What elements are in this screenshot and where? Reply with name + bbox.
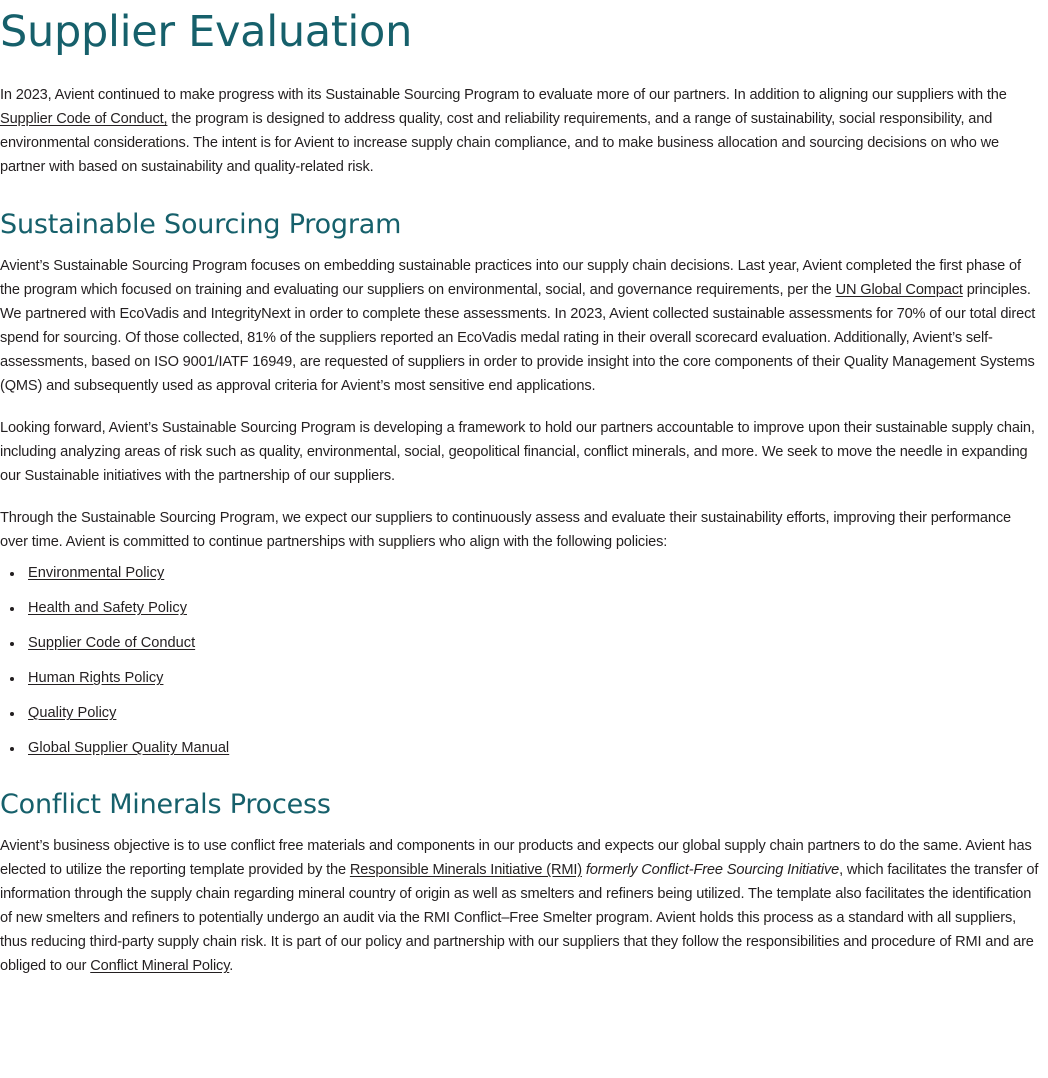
- link-quality-policy[interactable]: Quality Policy: [28, 705, 117, 722]
- link-un-global-compact[interactable]: UN Global Compact: [835, 282, 963, 299]
- link-environmental-policy[interactable]: Environmental Policy: [28, 565, 165, 582]
- paragraph-text-part-1: Avient’s business objective is to use conflict free materials and components in our products and expects our global supply chain partners to do the same. Avient has elected to utilize the reporting template provided by the: [0, 838, 1032, 879]
- section-heading-sustainable-sourcing: Sustainable Sourcing Program: [0, 209, 402, 241]
- link-responsible-minerals-initiative[interactable]: Responsible Minerals Initiative (RMI): [349, 862, 582, 879]
- page-title: Supplier Evaluation: [0, 7, 413, 57]
- sustainable-sourcing-paragraph-1: [0, 254, 1040, 398]
- paragraph-text-part-2: , which facilitates the transfer of information through the supply chain regarding mineral country of origin as well as smelters and refiners being utilized. The template also facilitates the identification of new smelters and refiners to potentially undergo an audit via the RMI Conflict–Free Smelter program. Avient holds this process as a standard with all suppliers, thus reducing third-party supply chain risk. It is part of our policy and partnership with our suppliers that they follow the responsibilities and procedure of RMI and are obliged to our: [0, 862, 1039, 975]
- link-health-and-safety-policy[interactable]: Health and Safety Policy: [28, 600, 187, 617]
- link-supplier-code-of-conduct[interactable]: Supplier Code of Conduct,: [0, 111, 168, 128]
- intro-paragraph: [0, 83, 1040, 179]
- section-heading-conflict-minerals: Conflict Minerals Process: [0, 789, 331, 821]
- link-supplier-code-of-conduct-list[interactable]: Supplier Code of Conduct: [28, 635, 196, 652]
- list-item: [0, 667, 1040, 689]
- paragraph-text-part-3: .: [229, 958, 234, 975]
- paragraph-text-part-2: principles. We partnered with EcoVadis and IntegrityNext in order to complete these assessments. In 2023, Avient collected sustainable assessments for 70% of our total direct spend for sourcing. Of those collected, 81% of the suppliers reported an EcoVadis medal rating in their overall scorecard evaluation. Additionally, Avient’s self-assessments, based on ISO 9001/IATF 16949, are requested of suppliers in order to provide insight into the core components of their Quality Management Systems (QMS) and subsequently used as approval criteria for Avient’s most sensitive end applications.: [0, 282, 1036, 395]
- sustainable-sourcing-paragraph-2: Looking forward, Avient’s Sustainable Sourcing Program is developing a framework to hold our partners accountable to improve upon their sustainable supply chain, including analyzing areas of risk such as quality, environmental, social, geopolitical financial, conflict minerals, and more. We seek to move the needle in expanding our Sustainable initiatives with the partnership of our suppliers.: [0, 420, 1035, 485]
- list-item: [0, 562, 1040, 584]
- link-conflict-mineral-policy[interactable]: Conflict Mineral Policy: [90, 958, 230, 975]
- link-human-rights-policy[interactable]: Human Rights Policy: [28, 670, 164, 687]
- sustainable-sourcing-paragraph-3: Through the Sustainable Sourcing Program, we expect our suppliers to continuously assess and evaluate their sustainability efforts, improving their performance over time. Avient is committed to continue partnerships with suppliers who align with the following policies:: [0, 510, 1011, 551]
- list-item: [0, 737, 1040, 759]
- conflict-minerals-paragraph-1: [0, 834, 1040, 978]
- list-item: [0, 597, 1040, 619]
- intro-text-part-2: the program is designed to address quality, cost and reliability requirements, and a range of sustainability, social responsibility, and environmental considerations. The intent is for Avient to increase supply chain compliance, and to make business allocation and sourcing decisions on who we partner with based on sustainability and quality-related risk.: [0, 111, 1000, 176]
- list-item: [0, 702, 1040, 724]
- italic-phrase-conflict-free-sourcing: formerly Conflict-Free Sourcing Initiative: [581, 862, 840, 879]
- paragraph-text-part-1: Avient’s Sustainable Sourcing Program focuses on embedding sustainable practices into our supply chain decisions. Last year, Avient completed the first phase of the program which focused on training and evaluating our suppliers on environmental, social, and governance requirements, per the: [0, 258, 1021, 299]
- link-global-supplier-quality-manual[interactable]: Global Supplier Quality Manual: [28, 740, 230, 757]
- intro-text-part-1: In 2023, Avient continued to make progress with its Sustainable Sourcing Program to evaluate more of our partners. In addition to aligning our suppliers with the: [0, 87, 1007, 104]
- list-item: [0, 632, 1040, 654]
- policy-links-list: [0, 562, 1040, 759]
